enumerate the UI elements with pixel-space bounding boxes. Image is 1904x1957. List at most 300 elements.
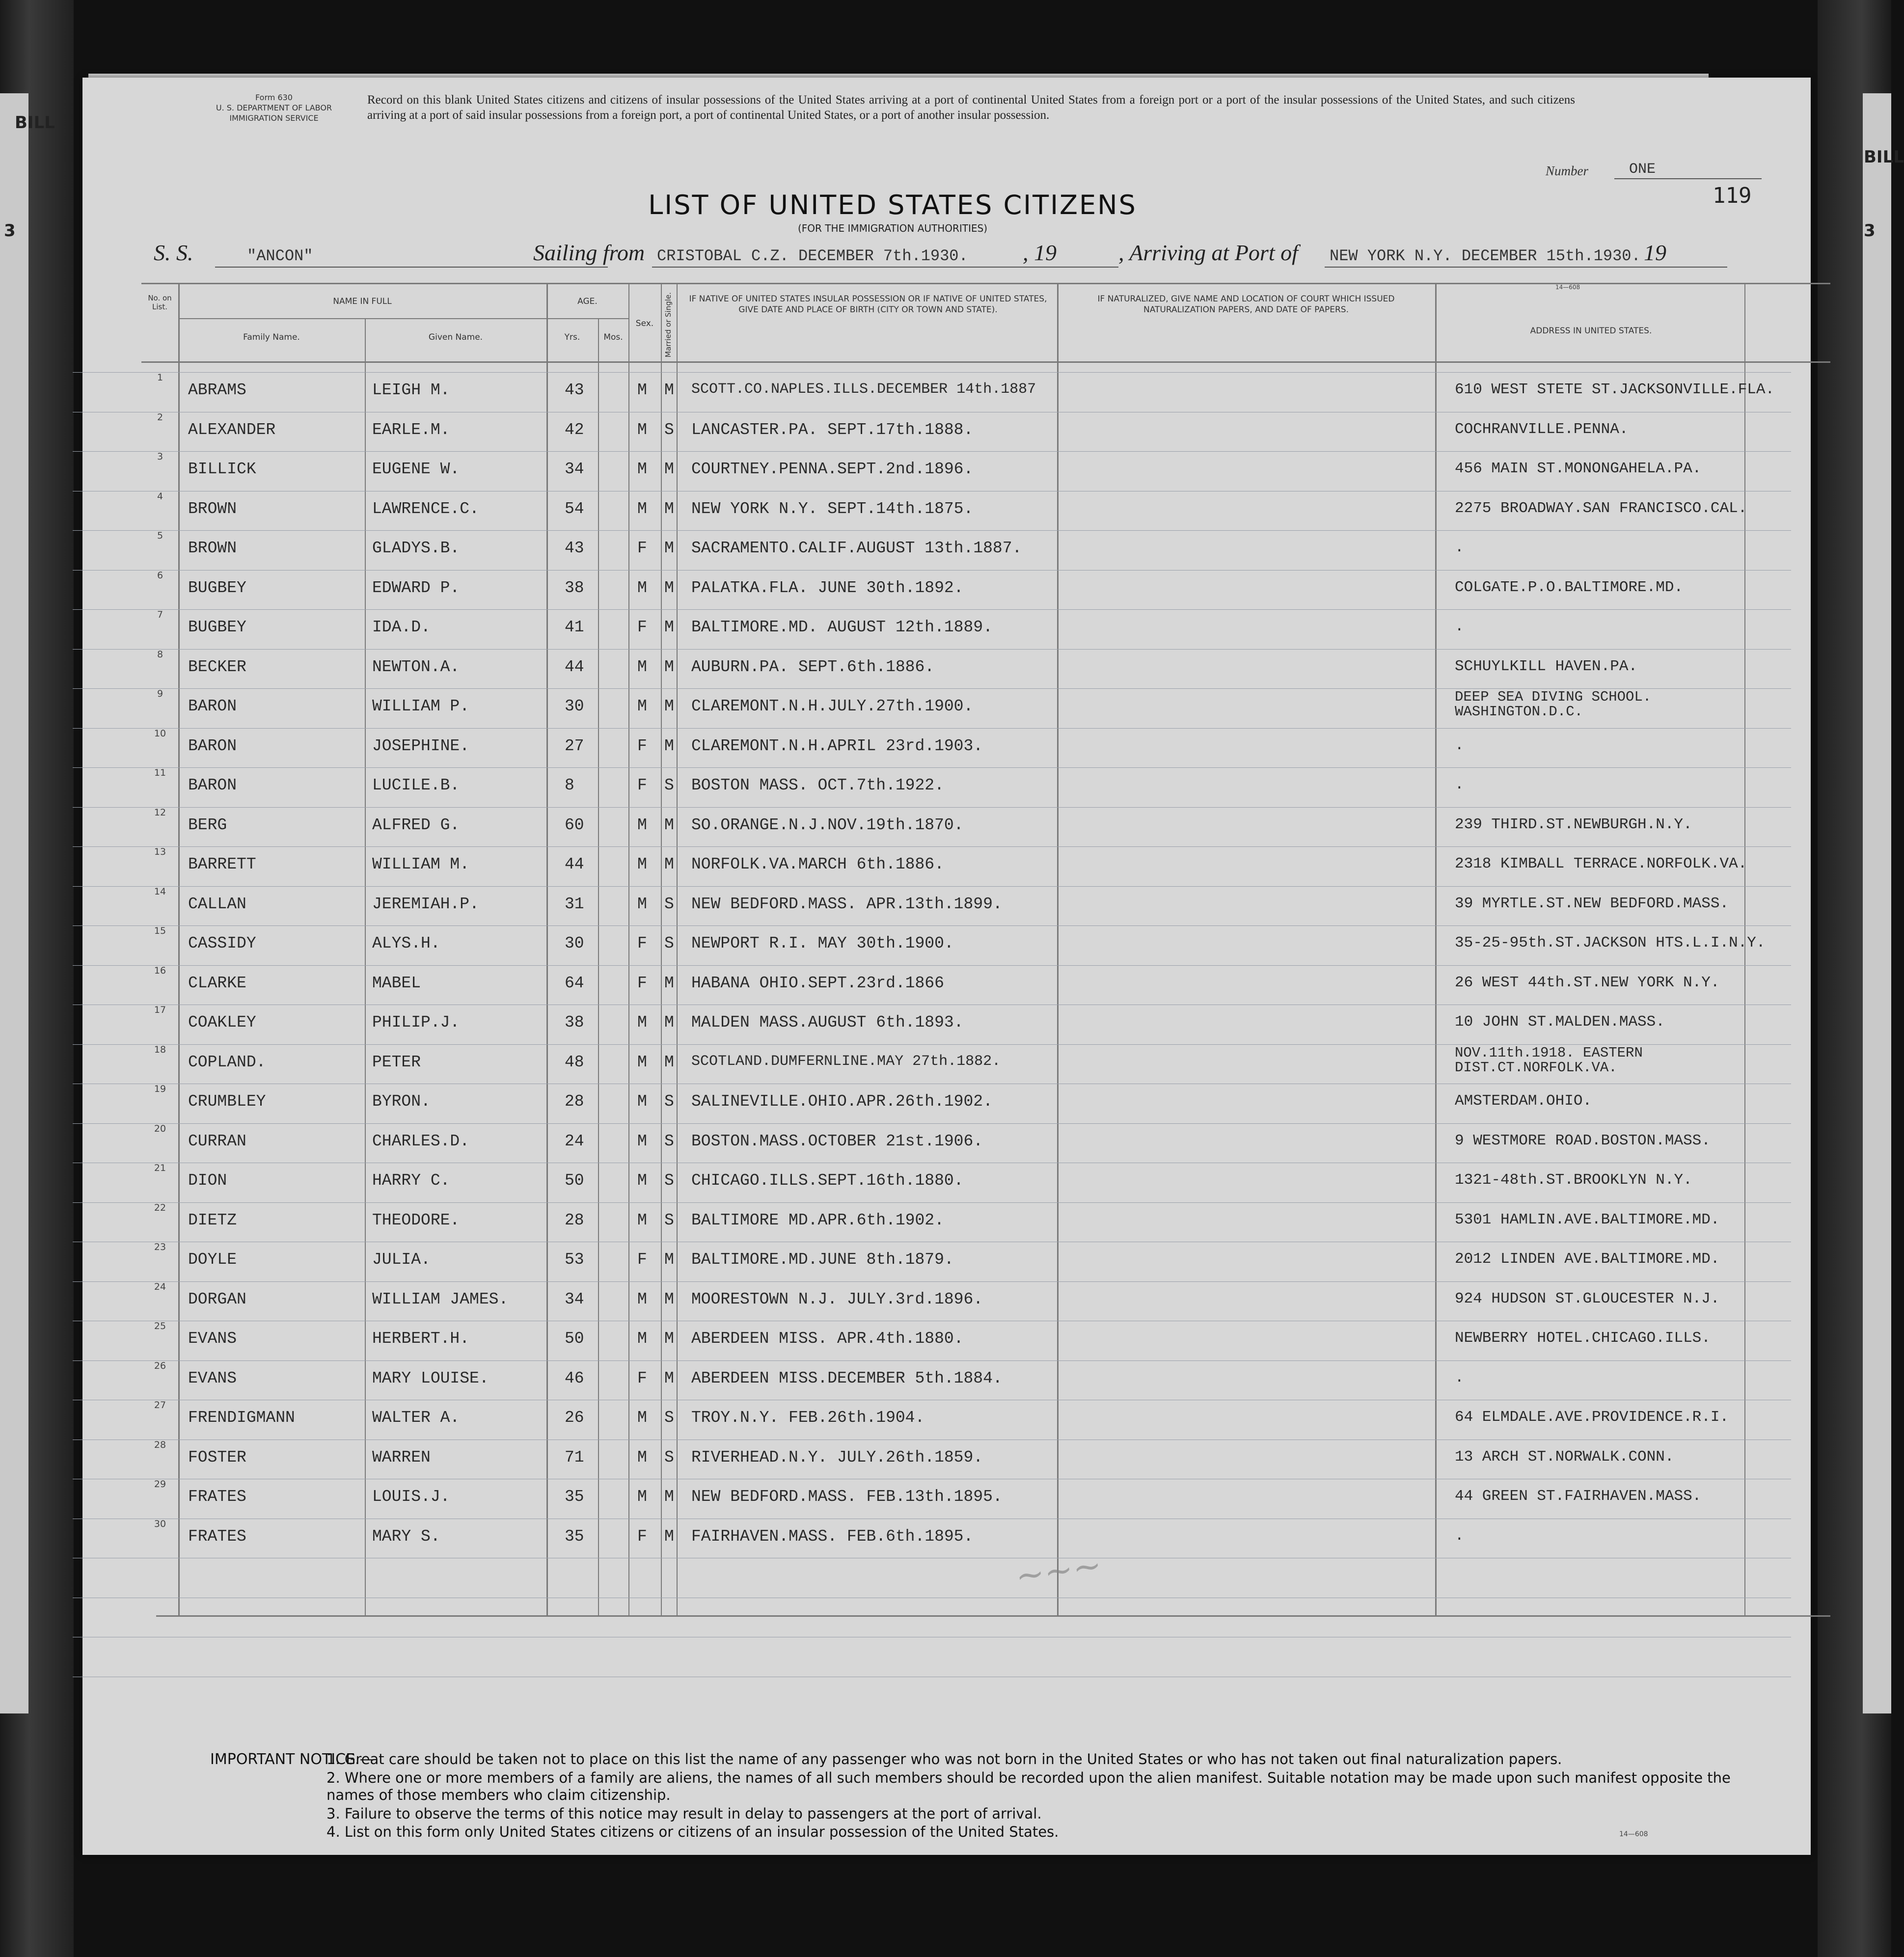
family-name-cell: BUGBEY xyxy=(188,618,246,636)
marital-status-cell: S xyxy=(664,1132,674,1150)
given-name-cell: BYRON. xyxy=(372,1092,431,1111)
marital-status-cell: M xyxy=(664,539,674,557)
arriving-underline xyxy=(1325,267,1727,268)
birth-place-date-cell: NEW YORK N.Y. SEPT.14th.1875. xyxy=(691,499,974,518)
year-prefix: , 19 xyxy=(1023,240,1057,265)
header-native-birth: IF NATIVE OF UNITED STATES INSULAR POSSESSION OR IF NATIVE OF UNITED STATES, GIVE DATE AND PLACE OF BIRTH (CITY OR TOWN AND STATE). xyxy=(689,294,1047,315)
row-rule xyxy=(73,1123,1791,1124)
arriving-port-value: NEW YORK N.Y. DECEMBER 15th.1930. xyxy=(1330,247,1641,265)
adjacent-page-left-number: 3 xyxy=(4,221,16,241)
address-cell: COCHRANVILLE.PENNA. xyxy=(1455,420,1629,438)
given-name-cell: JEREMIAH.P. xyxy=(372,895,479,913)
family-name-cell: EVANS xyxy=(188,1369,237,1387)
birth-place-date-cell: COURTNEY.PENNA.SEPT.2nd.1896. xyxy=(691,460,974,478)
col-divider-ms xyxy=(677,283,678,1615)
given-name-cell: THEODORE. xyxy=(372,1211,460,1229)
sex-cell: M xyxy=(637,1409,647,1427)
address-cell: 9 WESTMORE ROAD.BOSTON.MASS. xyxy=(1455,1132,1711,1149)
row-number: 2 xyxy=(157,411,163,423)
family-name-cell: BARON xyxy=(188,697,237,715)
header-family-name: Family Name. xyxy=(243,332,300,342)
form-instructions: Record on this blank United States citizens and citizens of insular possessions of the United States arriving at a port of continental United States from a foreign port or a port of the insular possessions of the United States, and such citizens arriving at a port of said insular possessions from a foreign port, a port of continental United States, or a port of another insular possession. xyxy=(367,93,1575,122)
row-rule xyxy=(73,807,1791,808)
marital-status-cell: M xyxy=(664,736,674,755)
birth-place-date-cell: FAIRHAVEN.MASS. FEB.6th.1895. xyxy=(691,1527,974,1546)
adjacent-page-right xyxy=(1863,93,1904,1713)
birth-place-date-cell: BALTIMORE.MD. AUGUST 12th.1889. xyxy=(691,618,993,636)
address-cell: 456 MAIN ST.MONONGAHELA.PA. xyxy=(1455,460,1702,477)
marital-status-cell: S xyxy=(664,1448,674,1467)
address-cell: 1321-48th.ST.BROOKLYN N.Y. xyxy=(1455,1171,1692,1189)
given-name-cell: PHILIP.J. xyxy=(372,1013,460,1032)
age-cell: 35 xyxy=(565,1527,584,1546)
marital-status-cell: M xyxy=(664,381,674,399)
family-name-cell: CASSIDY xyxy=(188,934,256,952)
row-number: 10 xyxy=(154,728,166,739)
marital-status-cell: M xyxy=(664,1369,674,1387)
birth-place-date-cell: NEW BEDFORD.MASS. APR.13th.1899. xyxy=(691,895,1003,913)
birth-place-date-cell: BOSTON MASS. OCT.7th.1922. xyxy=(691,776,944,794)
sex-cell: M xyxy=(637,1290,647,1308)
address-cell: 26 WEST 44th.ST.NEW YORK N.Y. xyxy=(1455,974,1720,991)
family-name-cell: DIETZ xyxy=(188,1211,237,1229)
family-name-cell: FRENDIGMANN xyxy=(188,1409,295,1427)
row-rule xyxy=(73,570,1791,571)
header-mos: Mos. xyxy=(603,332,623,342)
row-number: 20 xyxy=(154,1123,166,1134)
row-number: 4 xyxy=(157,490,163,502)
age-cell: 34 xyxy=(565,460,584,478)
age-cell: 71 xyxy=(565,1448,584,1467)
row-number: 26 xyxy=(154,1360,166,1371)
age-cell: 31 xyxy=(565,895,584,913)
family-name-cell: FRATES xyxy=(188,1488,246,1506)
given-name-cell: HERBERT.H. xyxy=(372,1330,470,1348)
marital-status-cell: M xyxy=(664,618,674,636)
family-name-cell: COPLAND. xyxy=(188,1053,266,1071)
row-number: 12 xyxy=(154,807,166,818)
sex-cell: F xyxy=(637,974,647,992)
header-naturalized: IF NATURALIZED, GIVE NAME AND LOCATION OF COURT WHICH ISSUED NATURALIZATION PAPERS, AND DATE OF PAPERS. xyxy=(1097,294,1395,315)
age-cell: 46 xyxy=(565,1369,584,1387)
page-title: LIST OF UNITED STATES CITIZENS xyxy=(648,190,1137,220)
age-cell: 43 xyxy=(565,381,584,399)
row-number: 14 xyxy=(154,886,166,897)
address-cell: SCHUYLKILL HAVEN.PA. xyxy=(1455,657,1638,675)
sex-cell: M xyxy=(637,657,647,676)
marital-status-cell: M xyxy=(664,974,674,992)
given-name-cell: MARY LOUISE. xyxy=(372,1369,489,1387)
marital-status-cell: S xyxy=(664,420,674,439)
sex-cell: M xyxy=(637,895,647,913)
header-sex: Sex. xyxy=(635,319,654,328)
address-cell: 13 ARCH ST.NORWALK.CONN. xyxy=(1455,1448,1674,1466)
given-name-cell: MARY S. xyxy=(372,1527,440,1546)
address-cell: 10 JOHN ST.MALDEN.MASS. xyxy=(1455,1013,1665,1031)
marital-status-cell: S xyxy=(664,1211,674,1229)
col-divider-family xyxy=(365,318,366,1615)
family-name-cell: BARON xyxy=(188,736,237,755)
header-age: AGE. xyxy=(577,297,598,306)
sex-cell: M xyxy=(637,1053,647,1071)
col-divider-yrs xyxy=(598,318,599,1615)
sex-cell: M xyxy=(637,381,647,399)
form-code-top: 14—608 xyxy=(1555,284,1580,291)
birth-place-date-cell: SCOTT.CO.NAPLES.ILLS.DECEMBER 14th.1887 xyxy=(691,381,1036,398)
row-number: 6 xyxy=(157,570,163,581)
ship-underline xyxy=(215,267,608,268)
marital-status-cell: M xyxy=(664,460,674,478)
sex-cell: F xyxy=(637,1250,647,1269)
marital-status-cell: M xyxy=(664,499,674,518)
birth-place-date-cell: CLAREMONT.N.H.APRIL 23rd.1903. xyxy=(691,736,983,755)
sex-cell: F xyxy=(637,1369,647,1387)
ss-label: S. S. xyxy=(154,240,193,265)
header-no-on-list: No. on List. xyxy=(148,294,172,311)
row-rule xyxy=(73,1360,1791,1361)
row-number: 28 xyxy=(154,1439,166,1450)
address-cell: 2275 BROADWAY.SAN FRANCISCO.CAL. xyxy=(1455,499,1747,517)
sailing-from-value: CRISTOBAL C.Z. DECEMBER 7th.1930. xyxy=(657,247,968,265)
row-number: 13 xyxy=(154,846,166,857)
service-name: IMMIGRATION SERVICE xyxy=(229,113,319,123)
row-rule xyxy=(73,886,1791,887)
row-number: 17 xyxy=(154,1005,166,1015)
age-cell: 53 xyxy=(565,1250,584,1269)
header-address: ADDRESS IN UNITED STATES. xyxy=(1530,326,1652,336)
birth-place-date-cell: SACRAMENTO.CALIF.AUGUST 13th.1887. xyxy=(691,539,1022,557)
age-cell: 28 xyxy=(565,1211,584,1229)
given-name-cell: CHARLES.D. xyxy=(372,1132,470,1150)
number-underline xyxy=(1614,178,1762,179)
address-cell: . xyxy=(1455,1527,1464,1545)
sex-cell: F xyxy=(637,539,647,557)
header-married-single: Married or Single. xyxy=(664,292,673,357)
given-name-cell: JOSEPHINE. xyxy=(372,736,470,755)
family-name-cell: EVANS xyxy=(188,1330,237,1348)
form-code-bottom: 14—608 xyxy=(1619,1830,1648,1838)
sex-cell: M xyxy=(637,499,647,518)
age-cell: 30 xyxy=(565,697,584,715)
birth-place-date-cell: CHICAGO.ILLS.SEPT.16th.1880. xyxy=(691,1171,964,1190)
row-number: 15 xyxy=(154,925,166,936)
family-name-cell: DOYLE xyxy=(188,1250,237,1269)
address-cell: 239 THIRD.ST.NEWBURGH.N.Y. xyxy=(1455,815,1692,833)
row-rule xyxy=(73,451,1791,452)
age-cell: 54 xyxy=(565,499,584,518)
form-identifier xyxy=(181,92,367,123)
row-number: 27 xyxy=(154,1400,166,1411)
given-name-cell: EDWARD P. xyxy=(372,578,460,597)
adjacent-page-right-text: BILL xyxy=(1864,147,1904,167)
address-cell: COLGATE.P.O.BALTIMORE.MD. xyxy=(1455,578,1684,596)
age-cell: 8 xyxy=(565,776,574,794)
age-cell: 64 xyxy=(565,974,584,992)
given-name-cell: WILLIAM JAMES. xyxy=(372,1290,509,1308)
sex-cell: F xyxy=(637,934,647,952)
marital-status-cell: M xyxy=(664,697,674,715)
address-cell: . xyxy=(1455,618,1464,635)
address-cell: . xyxy=(1455,776,1464,793)
naturalization-cell: NOV.11th.1918. EASTERN DIST.CT.NORFOLK.VA. xyxy=(1455,1044,1643,1076)
age-cell: 60 xyxy=(565,815,584,834)
sex-cell: M xyxy=(637,1013,647,1032)
pencil-annotation: ~~~ xyxy=(1013,1545,1104,1597)
sex-cell: M xyxy=(637,815,647,834)
table-bottom-border xyxy=(156,1615,1830,1617)
family-name-cell: CURRAN xyxy=(188,1132,246,1150)
row-number: 7 xyxy=(157,609,163,620)
notice-label: IMPORTANT NOTICE.— xyxy=(210,1751,375,1768)
given-name-cell: EARLE.M. xyxy=(372,420,450,439)
family-name-cell: BUGBEY xyxy=(188,578,246,597)
given-name-cell: ALFRED G. xyxy=(372,815,460,834)
given-name-cell: GLADYS.B. xyxy=(372,539,460,557)
birth-place-date-cell: PALATKA.FLA. JUNE 30th.1892. xyxy=(691,578,964,597)
row-number: 22 xyxy=(154,1202,166,1213)
age-cell: 34 xyxy=(565,1290,584,1308)
header-bottom-border xyxy=(141,361,1830,363)
page-number: 119 xyxy=(1713,183,1752,208)
number-value: ONE xyxy=(1629,161,1656,178)
marital-status-cell: M xyxy=(664,1250,674,1269)
manifest-page xyxy=(82,78,1811,1855)
notice-item-2: 2. Where one or more members of a family are aliens, the names of all such members should be recorded upon the alien manifest. Suitable notation may be made upon such manifest opposite the names of those members who claim citizenship. xyxy=(326,1769,1731,1803)
family-name-cell: BILLICK xyxy=(188,460,256,478)
marital-status-cell: S xyxy=(664,1409,674,1427)
col-divider-sex xyxy=(661,283,662,1615)
given-name-cell: IDA.D. xyxy=(372,618,431,636)
address-cell: 35-25-95th.ST.JACKSON HTS.L.I.N.Y. xyxy=(1455,934,1766,951)
sex-cell: M xyxy=(637,855,647,873)
row-rule xyxy=(73,530,1791,531)
family-name-cell: ABRAMS xyxy=(188,381,246,399)
marital-status-cell: M xyxy=(664,578,674,597)
sex-cell: F xyxy=(637,618,647,636)
address-cell: 39 MYRTLE.ST.NEW BEDFORD.MASS. xyxy=(1455,895,1729,912)
birth-place-date-cell: NORFOLK.VA.MARCH 6th.1886. xyxy=(691,855,944,873)
birth-place-date-cell: SO.ORANGE.N.J.NOV.19th.1870. xyxy=(691,815,964,834)
sex-cell: M xyxy=(637,1330,647,1348)
age-subheader-line xyxy=(546,318,628,319)
row-rule xyxy=(73,372,1791,373)
address-cell: 44 GREEN ST.FAIRHAVEN.MASS. xyxy=(1455,1488,1702,1505)
col-divider-naturalized xyxy=(1435,283,1437,1615)
age-cell: 43 xyxy=(565,539,584,557)
sailing-underline xyxy=(652,267,1118,268)
row-number: 9 xyxy=(157,688,163,699)
form-number: Form 630 xyxy=(255,93,293,102)
family-name-cell: COAKLEY xyxy=(188,1013,256,1032)
given-name-cell: ALYS.H. xyxy=(372,934,440,952)
marital-status-cell: M xyxy=(664,1290,674,1308)
given-name-cell: WILLIAM M. xyxy=(372,855,470,873)
family-name-cell: BECKER xyxy=(188,657,246,676)
address-cell: 64 ELMDALE.AVE.PROVIDENCE.R.I. xyxy=(1455,1409,1729,1426)
address-cell: AMSTERDAM.OHIO. xyxy=(1455,1092,1592,1110)
row-number: 3 xyxy=(157,451,163,462)
col-divider-given xyxy=(546,283,548,1615)
marital-status-cell: S xyxy=(664,1171,674,1190)
birth-place-date-cell: MALDEN MASS.AUGUST 6th.1893. xyxy=(691,1013,964,1032)
row-number: 21 xyxy=(154,1163,166,1173)
sex-cell: M xyxy=(637,1171,647,1190)
given-name-cell: LOUIS.J. xyxy=(372,1488,450,1506)
given-name-cell: PETER xyxy=(372,1053,421,1071)
marital-status-cell: S xyxy=(664,776,674,794)
sex-cell: M xyxy=(637,1132,647,1150)
sex-cell: M xyxy=(637,1448,647,1467)
given-name-cell: LAWRENCE.C. xyxy=(372,499,479,518)
given-name-cell: JULIA. xyxy=(372,1250,431,1269)
family-name-cell: FOSTER xyxy=(188,1448,246,1467)
family-name-cell: CLARKE xyxy=(188,974,246,992)
birth-place-date-cell: NEWPORT R.I. MAY 30th.1900. xyxy=(691,934,954,952)
given-name-cell: EUGENE W. xyxy=(372,460,460,478)
row-number: 25 xyxy=(154,1321,166,1332)
birth-place-date-cell: SALINEVILLE.OHIO.APR.26th.1902. xyxy=(691,1092,993,1111)
birth-place-date-cell: SCOTLAND.DUMFERNLINE.MAY 27th.1882. xyxy=(691,1053,1001,1070)
sex-cell: M xyxy=(637,578,647,597)
address-cell: DEEP SEA DIVING SCHOOL. WASHINGTON.D.C. xyxy=(1455,689,1652,720)
sex-cell: M xyxy=(637,460,647,478)
row-number: 5 xyxy=(157,530,163,541)
age-cell: 38 xyxy=(565,578,584,597)
row-number: 19 xyxy=(154,1084,166,1094)
row-rule xyxy=(73,728,1791,729)
age-cell: 24 xyxy=(565,1132,584,1150)
row-number: 8 xyxy=(157,649,163,660)
birth-place-date-cell: RIVERHEAD.N.Y. JULY.26th.1859. xyxy=(691,1448,983,1467)
row-number: 18 xyxy=(154,1044,166,1055)
row-number: 1 xyxy=(157,372,163,383)
family-name-cell: BARRETT xyxy=(188,855,256,873)
row-rule xyxy=(73,965,1791,966)
marital-status-cell: M xyxy=(664,1053,674,1071)
birth-place-date-cell: ABERDEEN MISS.DECEMBER 5th.1884. xyxy=(691,1369,1003,1387)
address-cell: 5301 HAMLIN.AVE.BALTIMORE.MD. xyxy=(1455,1211,1720,1228)
sex-cell: M xyxy=(637,420,647,439)
marital-status-cell: M xyxy=(664,1527,674,1546)
department-name: U. S. DEPARTMENT OF LABOR xyxy=(216,103,332,112)
row-number: 29 xyxy=(154,1479,166,1490)
marital-status-cell: M xyxy=(664,815,674,834)
col-divider-native xyxy=(1057,283,1059,1615)
header-given-name: Given Name. xyxy=(428,332,483,342)
birth-place-date-cell: MOORESTOWN N.J. JULY.3rd.1896. xyxy=(691,1290,983,1308)
sex-cell: F xyxy=(637,736,647,755)
sex-cell: M xyxy=(637,1211,647,1229)
sex-cell: F xyxy=(637,776,647,794)
family-name-cell: CALLAN xyxy=(188,895,246,913)
age-cell: 42 xyxy=(565,420,584,439)
given-name-cell: LEIGH M. xyxy=(372,381,450,399)
number-label: Number xyxy=(1546,163,1588,178)
family-name-cell: ALEXANDER xyxy=(188,420,276,439)
marital-status-cell: M xyxy=(664,1013,674,1032)
adjacent-page-left xyxy=(0,93,55,1713)
notice-item-1: 1. Great care should be taken not to place on this list the name of any passenger who was not born in the United States or who has not taken out final naturalization papers. xyxy=(326,1751,1562,1767)
birth-place-date-cell: BALTIMORE.MD.JUNE 8th.1879. xyxy=(691,1250,954,1269)
age-cell: 50 xyxy=(565,1330,584,1348)
birth-place-date-cell: HABANA OHIO.SEPT.23rd.1866 xyxy=(691,974,944,992)
row-rule xyxy=(73,767,1791,768)
family-name-cell: DION xyxy=(188,1171,227,1190)
row-number: 11 xyxy=(154,767,166,778)
given-name-cell: MABEL xyxy=(372,974,421,992)
family-name-cell: BROWN xyxy=(188,499,237,518)
address-cell: 2012 LINDEN AVE.BALTIMORE.MD. xyxy=(1455,1250,1720,1268)
sailing-label: Sailing from xyxy=(533,240,645,265)
family-name-cell: FRATES xyxy=(188,1527,246,1546)
address-cell: . xyxy=(1455,1369,1464,1386)
address-cell: 2318 KIMBALL TERRACE.NORFOLK.VA. xyxy=(1455,855,1747,872)
age-cell: 27 xyxy=(565,736,584,755)
given-name-cell: LUCILE.B. xyxy=(372,776,460,794)
marital-status-cell: S xyxy=(664,1092,674,1111)
marital-status-cell: S xyxy=(664,934,674,952)
row-number: 24 xyxy=(154,1281,166,1292)
family-name-cell: BROWN xyxy=(188,539,237,557)
col-divider-mos xyxy=(628,283,629,1615)
birth-place-date-cell: TROY.N.Y. FEB.26th.1904. xyxy=(691,1409,925,1427)
ship-name: "ANCON" xyxy=(247,247,313,265)
sex-cell: M xyxy=(637,697,647,715)
sex-cell: M xyxy=(637,1092,647,1111)
given-name-cell: WALTER A. xyxy=(372,1409,460,1427)
given-name-cell: NEWTON.A. xyxy=(372,657,460,676)
age-cell: 28 xyxy=(565,1092,584,1111)
family-name-cell: CRUMBLEY xyxy=(188,1092,266,1111)
address-cell: 924 HUDSON ST.GLOUCESTER N.J. xyxy=(1455,1290,1720,1307)
address-cell: . xyxy=(1455,539,1464,556)
header-name-in-full: NAME IN FULL xyxy=(333,297,392,306)
age-cell: 50 xyxy=(565,1171,584,1190)
birth-place-date-cell: LANCASTER.PA. SEPT.17th.1888. xyxy=(691,420,974,439)
row-rule xyxy=(73,846,1791,847)
address-cell: . xyxy=(1455,736,1464,754)
header-yrs: Yrs. xyxy=(564,332,580,342)
adjacent-page-left-text: BILL xyxy=(15,113,55,133)
age-cell: 44 xyxy=(565,855,584,873)
address-cell: NEWBERRY HOTEL.CHICAGO.ILLS. xyxy=(1455,1330,1711,1347)
age-cell: 48 xyxy=(565,1053,584,1071)
name-subheader-line xyxy=(178,318,546,319)
notice-item-4: 4. List on this form only United States citizens or citizens of an insular possession of the United States. xyxy=(326,1823,1059,1840)
age-cell: 30 xyxy=(565,934,584,952)
marital-status-cell: M xyxy=(664,1330,674,1348)
row-rule xyxy=(73,1281,1791,1282)
family-name-cell: BARON xyxy=(188,776,237,794)
birth-place-date-cell: NEW BEDFORD.MASS. FEB.13th.1895. xyxy=(691,1488,1003,1506)
birth-place-date-cell: BOSTON.MASS.OCTOBER 21st.1906. xyxy=(691,1132,983,1150)
col-divider-no xyxy=(178,283,180,1615)
age-cell: 41 xyxy=(565,618,584,636)
marital-status-cell: M xyxy=(664,1488,674,1506)
row-number: 30 xyxy=(154,1518,166,1529)
given-name-cell: WARREN xyxy=(372,1448,431,1467)
given-name-cell: WILLIAM P. xyxy=(372,697,470,715)
row-number: 16 xyxy=(154,965,166,976)
arriving-year: 19 xyxy=(1644,240,1666,265)
marital-status-cell: S xyxy=(664,895,674,913)
address-cell: 610 WEST STETE ST.JACKSONVILLE.FLA. xyxy=(1455,381,1775,398)
row-rule xyxy=(73,925,1791,926)
row-rule xyxy=(73,649,1791,650)
notice-item-3: 3. Failure to observe the terms of this notice may result in delay to passengers at the port of arrival. xyxy=(326,1805,1042,1822)
age-cell: 26 xyxy=(565,1409,584,1427)
row-number: 23 xyxy=(154,1242,166,1252)
